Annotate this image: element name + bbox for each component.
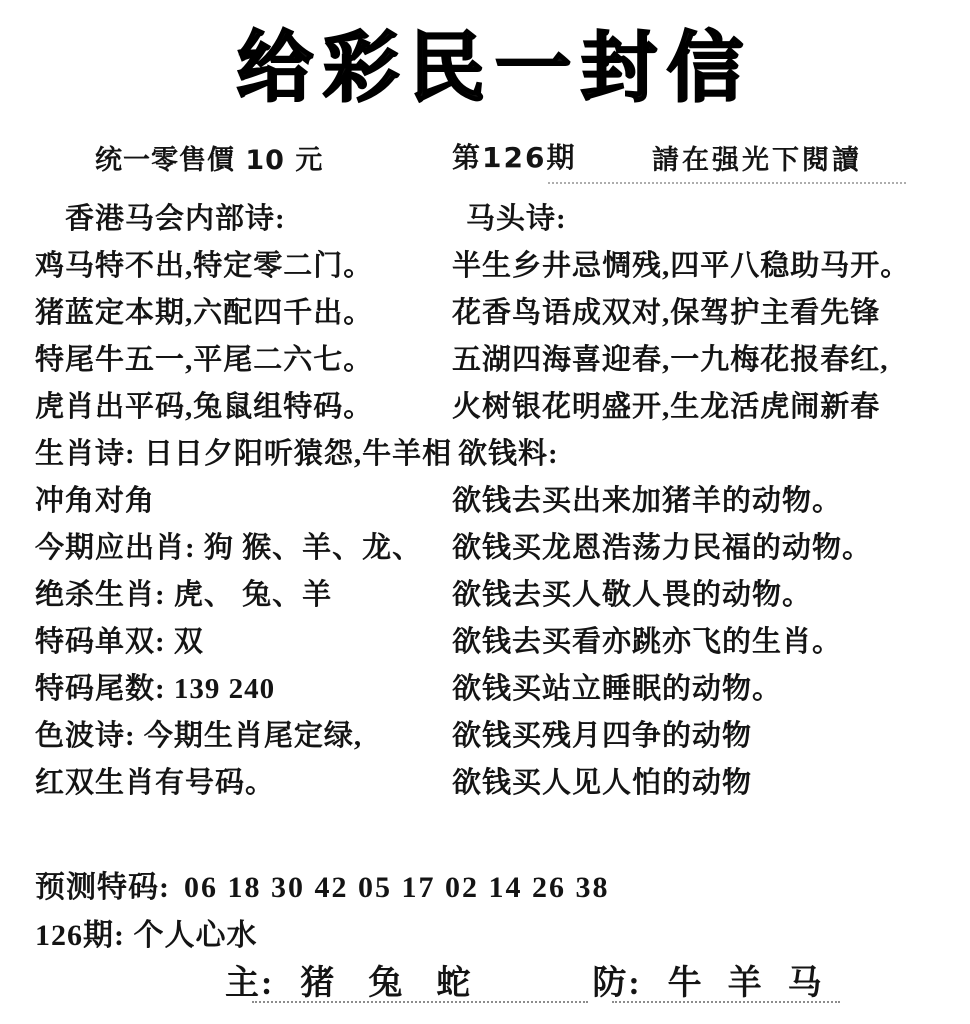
riddle-line: 欲钱去买人敬人畏的动物。 (452, 579, 813, 611)
riddle-line: 欲钱买龙恩浩荡力民福的动物。 (452, 532, 873, 564)
poem-line: 冲角对角 (35, 485, 156, 517)
guard-animal: 马 (787, 965, 824, 1002)
poem-line: 红双生肖有号码。 (35, 767, 276, 799)
subheader-row (0, 0, 970, 200)
right-column (452, 196, 970, 807)
poem-line: 生肖诗: 日日夕阳听猿怨,牛羊相 (35, 438, 453, 470)
poem-line: 花香鸟语成双对,保驾护主看先锋 (452, 297, 881, 329)
main-label: 主: (225, 965, 275, 1002)
riddle-line: 欲钱买站立睡眠的动物。 (452, 673, 783, 705)
personal-pick-row: 126期: 个人心水 (35, 919, 258, 952)
main-guard-row (225, 955, 848, 1004)
riddle-line: 欲钱去买出来加猪羊的动物。 (452, 485, 843, 517)
page-title: 给彩民一封信 (237, 23, 753, 112)
poem-line: 鸡马特不出,特定零二门。 (35, 250, 374, 282)
horse-head-poem-lines (452, 243, 970, 431)
poem-line: 火树银花明盛开,生龙活虎闹新春 (452, 391, 881, 423)
poem-line: 虎肖出平码,兔鼠组特码。 (35, 391, 374, 423)
main-animals (300, 955, 504, 1004)
riddle-line: 欲钱买人见人怕的动物 (452, 767, 753, 799)
poem-line: 绝杀生肖: 虎、 兔、羊 (35, 579, 333, 611)
issue-number: 第126期 (452, 141, 577, 174)
prediction-label: 预测特码: (35, 871, 170, 904)
poem-line: 色波诗: 今期生肖尾定绿, (35, 720, 363, 752)
prediction-row (35, 862, 610, 906)
poem-line: 今期应出肖: 狗 猴、羊、龙、 (35, 532, 423, 564)
guard-animal: 羊 (727, 965, 764, 1002)
content-columns (0, 196, 970, 807)
price-label: 统一零售價 10 元 (95, 145, 324, 176)
left-column-header: 香港马会内部诗: (65, 203, 286, 235)
poem-line: 特尾牛五一,平尾二六七。 (35, 344, 374, 376)
guard-animals (668, 955, 848, 1004)
poem-line: 猪蓝定本期,六配四千出。 (35, 297, 374, 329)
main-animal: 兔 (368, 965, 405, 1002)
right-column-header: 马头诗: (466, 203, 567, 235)
poem-line: 特码单双: 双 (35, 626, 204, 658)
riddle-line: 欲钱买残月四争的动物 (452, 720, 753, 752)
money-riddle-lines (452, 478, 970, 807)
left-column-lines (35, 243, 452, 807)
poem-line: 半生乡井忌惆残,四平八稳助马开。 (452, 250, 911, 282)
reading-notice: 請在强光下閱讀 (652, 145, 862, 176)
riddle-line: 欲钱去买看亦跳亦飞的生肖。 (452, 626, 843, 658)
money-section-header: 欲钱料: (458, 438, 559, 470)
main-animal: 猪 (300, 965, 337, 1002)
guard-label: 防: (592, 965, 642, 1002)
left-column (0, 196, 452, 807)
print-artifact-dots (252, 1001, 588, 1003)
print-artifact-dots (612, 1001, 840, 1003)
main-animal: 蛇 (436, 965, 473, 1002)
prediction-numbers: 06 18 30 42 05 17 02 14 26 38 (184, 871, 610, 904)
print-artifact-dots (548, 182, 906, 184)
poem-line: 特码尾数: 139 240 (35, 673, 276, 705)
guard-animal: 牛 (667, 965, 704, 1002)
poem-line: 五湖四海喜迎春,一九梅花报春红, (452, 344, 889, 376)
